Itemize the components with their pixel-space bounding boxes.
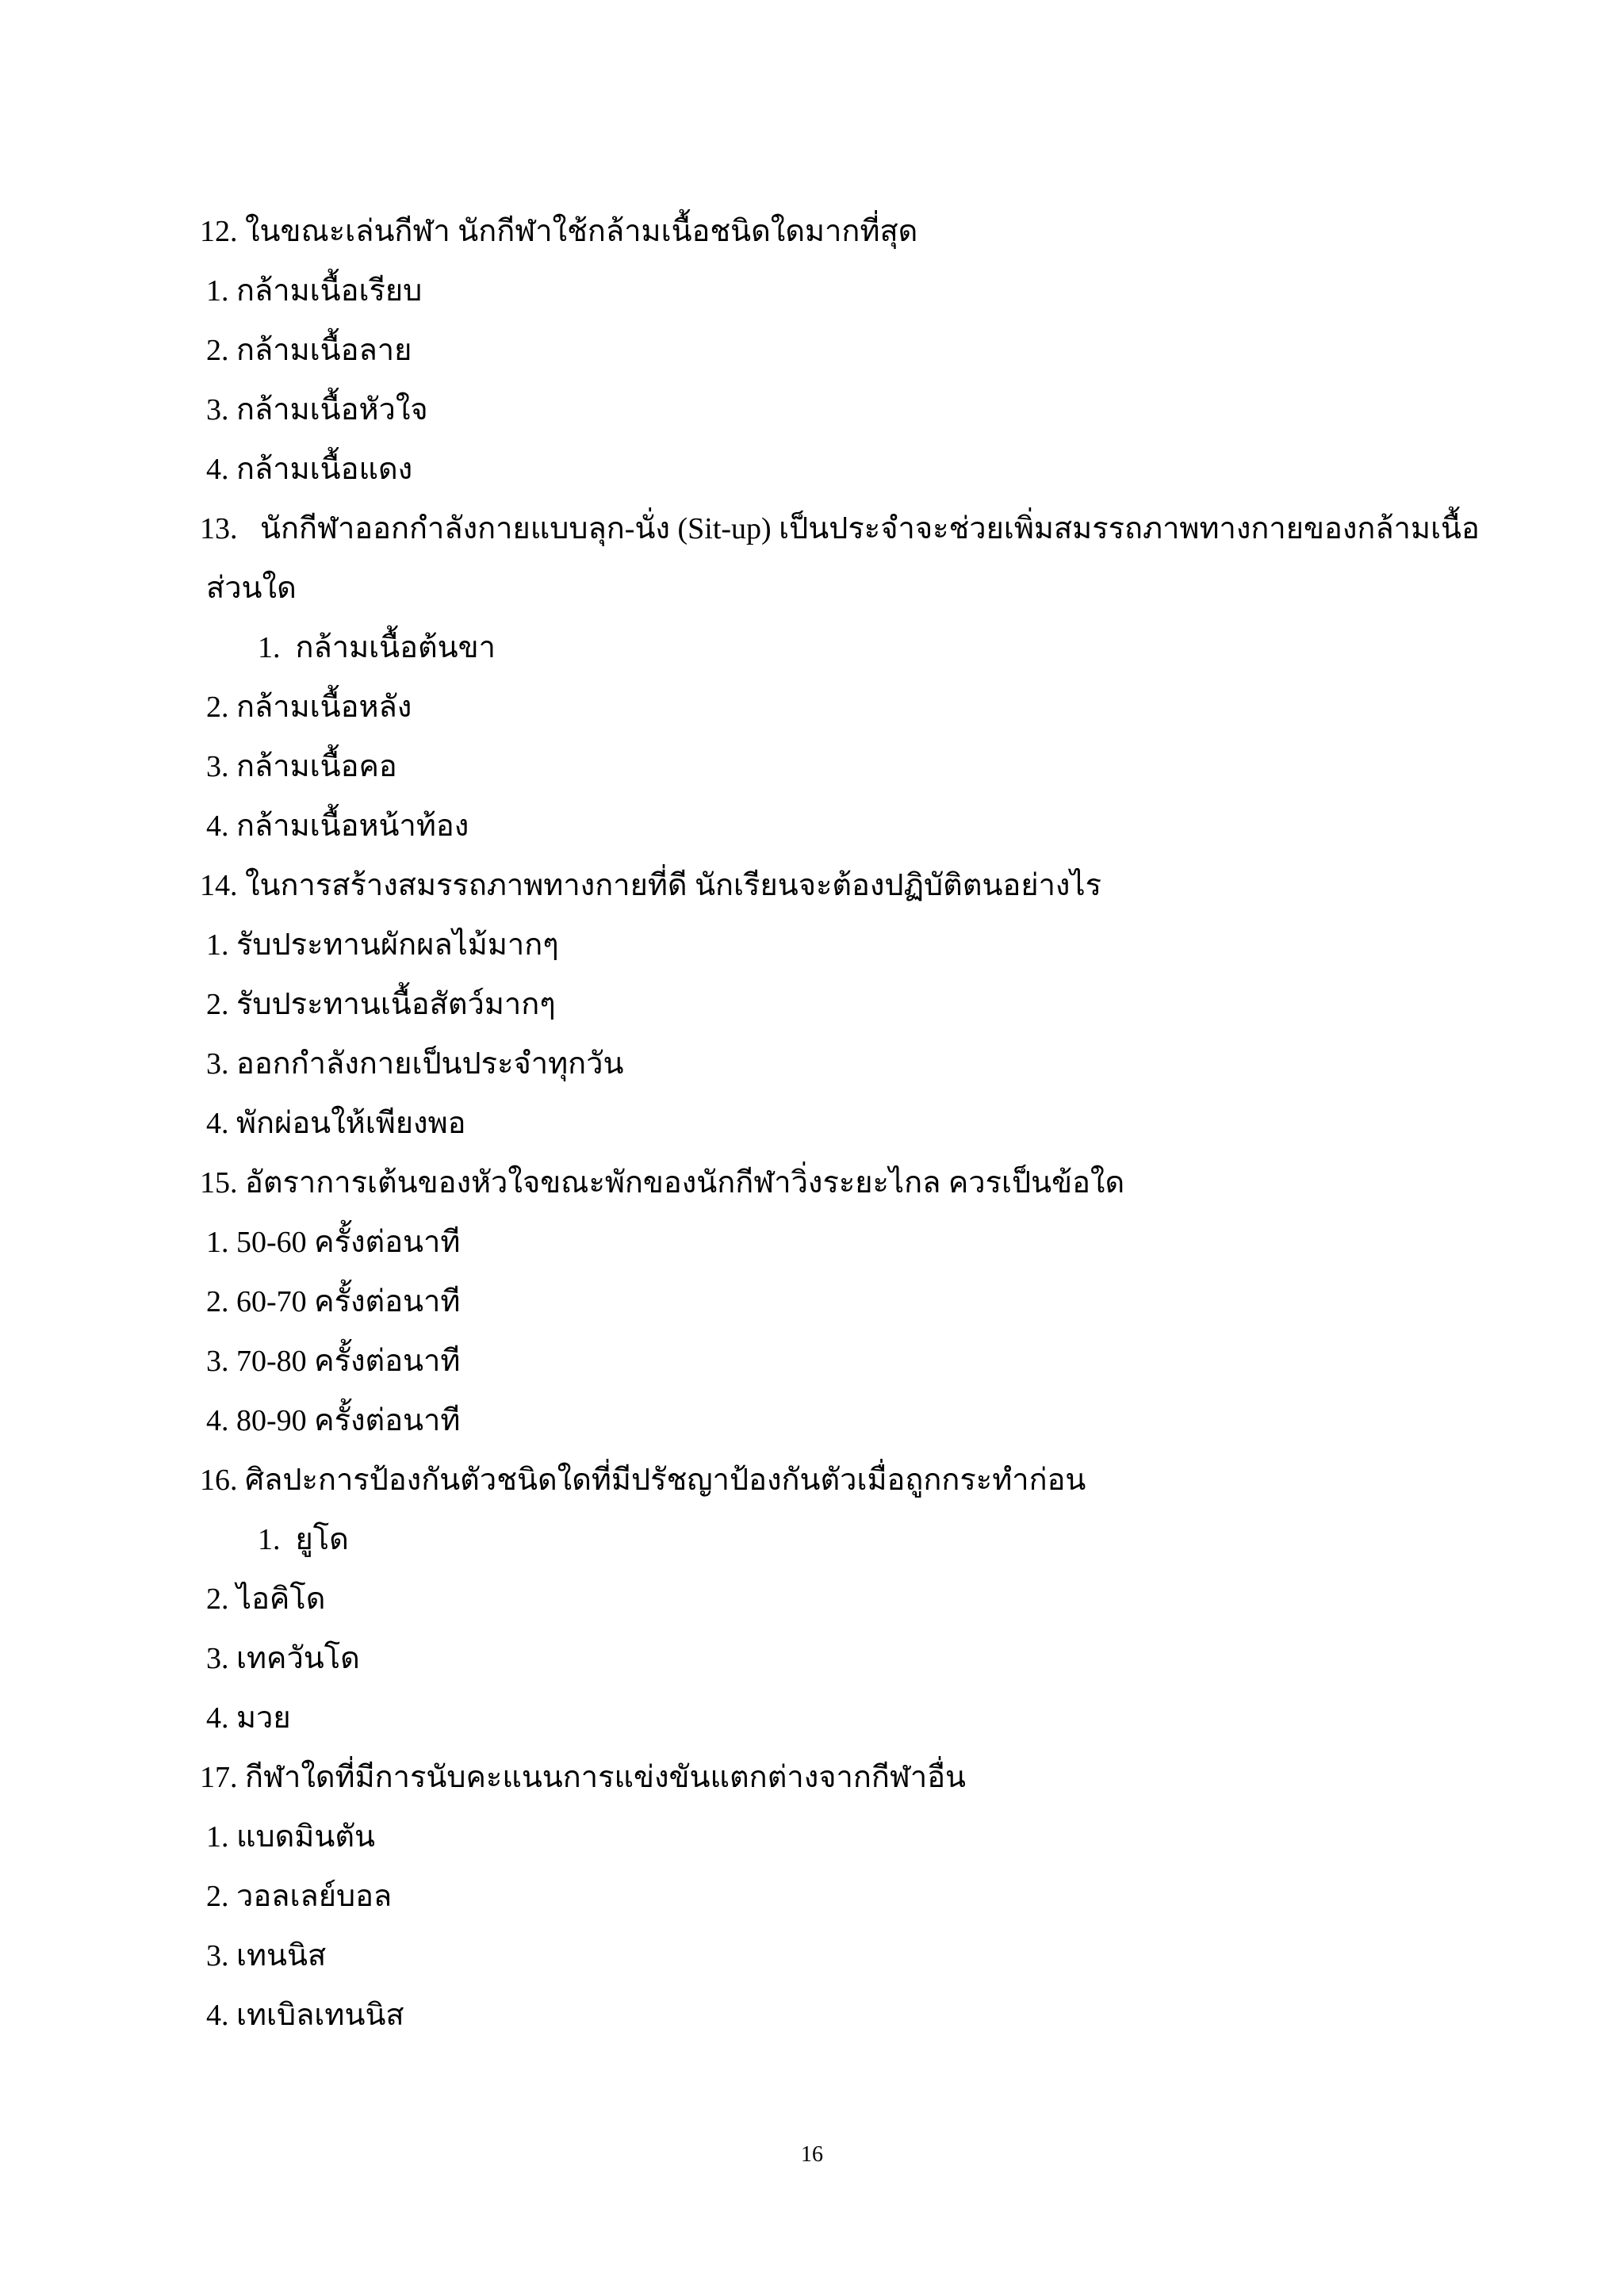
question-15-option-3: 3. 70-80 ครั้งต่อนาที bbox=[206, 1345, 461, 1378]
question-16-stem: 16. ศิลปะการป้องกันตัวชนิดใดที่มีปรัชญาป้องกันตัวเมื่อถูกกระทำก่อน bbox=[200, 1464, 1086, 1497]
question-13-option-2: 2. กล้ามเนื้อหลัง bbox=[206, 691, 412, 724]
question-15-option-1: 1. 50-60 ครั้งต่อนาที bbox=[206, 1226, 461, 1259]
question-17-option-4: 4. เทเบิลเทนนิส bbox=[206, 1999, 404, 2032]
question-14-option-2: 2. รับประทานเนื้อสัตว์มากๆ bbox=[206, 988, 556, 1021]
question-12-option-2: 2. กล้ามเนื้อลาย bbox=[206, 334, 412, 367]
question-12-stem: 12. ในขณะเล่นกีฬา นักกีฬาใช้กล้ามเนื้อชนิดใดมากที่สุด bbox=[200, 215, 918, 248]
question-15-option-2: 2. 60-70 ครั้งต่อนาที bbox=[206, 1285, 461, 1318]
question-14-option-3: 3. ออกกำลังกายเป็นประจำทุกวัน bbox=[206, 1047, 624, 1081]
question-16-option-1: 1. ยูโด bbox=[258, 1523, 349, 1556]
question-14-stem: 14. ในการสร้างสมรรถภาพทางกายที่ดี นักเรียนจะต้องปฏิบัติตนอย่างไร bbox=[200, 869, 1102, 902]
question-12-option-1: 1. กล้ามเนื้อเรียบ bbox=[206, 274, 423, 308]
question-16-option-3: 3. เทควันโด bbox=[206, 1642, 360, 1675]
question-13-option-1: 1. กล้ามเนื้อต้นขา bbox=[258, 631, 496, 664]
question-14-option-1: 1. รับประทานผักผลไม้มากๆ bbox=[206, 928, 559, 962]
question-15-stem: 15. อัตราการเต้นของหัวใจขณะพักของนักกีฬาวิ่งระยะไกล ควรเป็นข้อใด bbox=[200, 1166, 1125, 1200]
question-14-option-4: 4. พักผ่อนให้เพียงพอ bbox=[206, 1107, 466, 1140]
question-17-stem: 17. กีฬาใดที่มีการนับคะแนนการแข่งขันแตกต่างจากกีฬาอื่น bbox=[200, 1761, 966, 1794]
question-12-option-4: 4. กล้ามเนื้อแดง bbox=[206, 453, 413, 486]
question-13-stem-continued: ส่วนใด bbox=[206, 572, 297, 605]
question-12-option-3: 3. กล้ามเนื้อหัวใจ bbox=[206, 393, 428, 427]
question-17-option-1: 1. แบดมินตัน bbox=[206, 1820, 375, 1854]
question-16-option-2: 2. ไอคิโด bbox=[206, 1582, 326, 1616]
question-13-option-4: 4. กล้ามเนื้อหน้าท้อง bbox=[206, 809, 469, 843]
question-17-option-3: 3. เทนนิส bbox=[206, 1939, 327, 1973]
question-16-option-4: 4. มวย bbox=[206, 1701, 291, 1735]
question-13-stem: 13. นักกีฬาออกกำลังกายแบบลุก-นั่ง (Sit-up) เป็นประจำจะช่วยเพิ่มสมรรถภาพทางกายของกล้ามเนื้อ bbox=[200, 512, 1480, 545]
question-13-option-3: 3. กล้ามเนื้อคอ bbox=[206, 750, 397, 783]
page-number: 16 bbox=[801, 2142, 823, 2167]
question-17-option-2: 2. วอลเลย์บอล bbox=[206, 1880, 393, 1913]
question-15-option-4: 4. 80-90 ครั้งต่อนาที bbox=[206, 1404, 461, 1437]
